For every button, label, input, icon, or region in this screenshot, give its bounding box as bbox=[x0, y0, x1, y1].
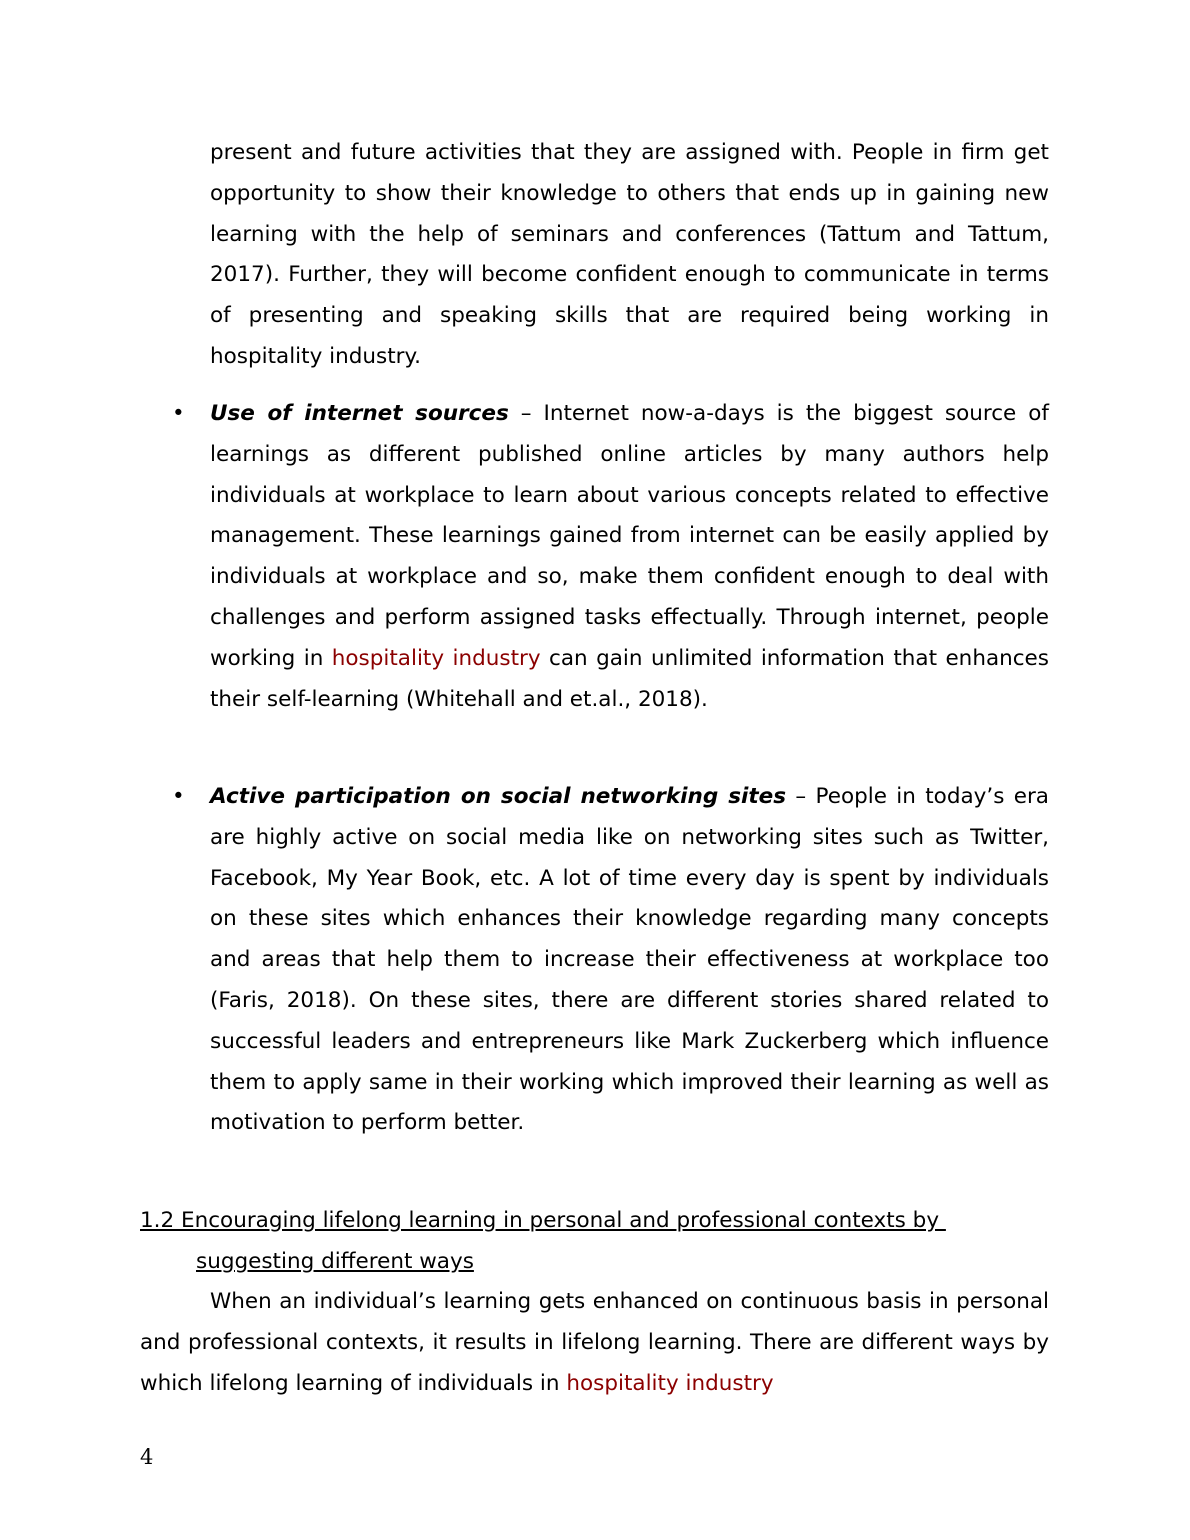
bullet-term: Use of internet sources bbox=[210, 401, 509, 426]
body-paragraph bbox=[140, 1282, 1049, 1404]
bullet-dash: – bbox=[508, 401, 544, 426]
hospitality-industry-link[interactable]: hospitality industry bbox=[566, 1370, 774, 1396]
bullet-paragraph bbox=[210, 394, 1049, 720]
section-heading-line2-wrap bbox=[140, 1242, 1030, 1283]
bullet-icon: • bbox=[172, 401, 185, 426]
section-heading-line1: 1.2 Encouraging lifelong learning in personal and professional contexts by bbox=[140, 1208, 946, 1233]
page-number: 4 bbox=[140, 1445, 154, 1469]
hospitality-industry-link[interactable]: hospitality industry bbox=[331, 645, 541, 671]
bullet-paragraph bbox=[210, 777, 1049, 1144]
bullet-text: People in today’s era are highly active on social media like on networking sites such as Twitter, Facebook, My Year Book, etc. A lot of time every day is spent by individuals on these sites which enhances their knowledge regarding many concepts and areas that help them to increase their effectiveness at workplace too (Faris, 2018). On these sites, there are different stories shared related to successful leaders and entrepreneurs like Mark Zuckerberg which influence them to apply same in their working which improved their learning as well as motivation to perform better. bbox=[210, 784, 1049, 1136]
section-heading-line2: suggesting different ways bbox=[196, 1248, 474, 1274]
body-text: When an individual’s learning gets enhanced on continuous basis in personal and professional contexts, it results in lifelong learning. There are different ways by which lifelong learning of individuals in bbox=[140, 1289, 1049, 1396]
bullet-dash: – bbox=[786, 784, 816, 809]
bullet-text-end: can gain unlimited information that enhances their self-learning (Whitehall and et.al., 2018). bbox=[210, 645, 1049, 712]
continuation-paragraph: present and future activities that they are assigned with. People in firm get opportunity to show their knowledge to others that ends up in gaining new learning with the help of seminars and conferences (Tattum and Tattum, 2017). Further, they will become confident enough to communicate in terms of presenting and speaking skills that are required being working in hospitality industry. bbox=[210, 140, 1049, 369]
bullet-term: Active participation on social networking sites bbox=[210, 784, 787, 809]
section-heading bbox=[140, 1201, 1030, 1283]
bullet-icon: • bbox=[172, 784, 185, 809]
bullet-text: Internet now-a-days is the biggest source of learnings as different published online articles by many authors help individuals at workplace to learn about various concepts related to effective management. These learnings gained from internet can be easily applied by individuals at workplace and so, make them confident enough to deal with challenges and perform assigned tasks effectually. Through internet, people working in bbox=[210, 401, 1049, 671]
